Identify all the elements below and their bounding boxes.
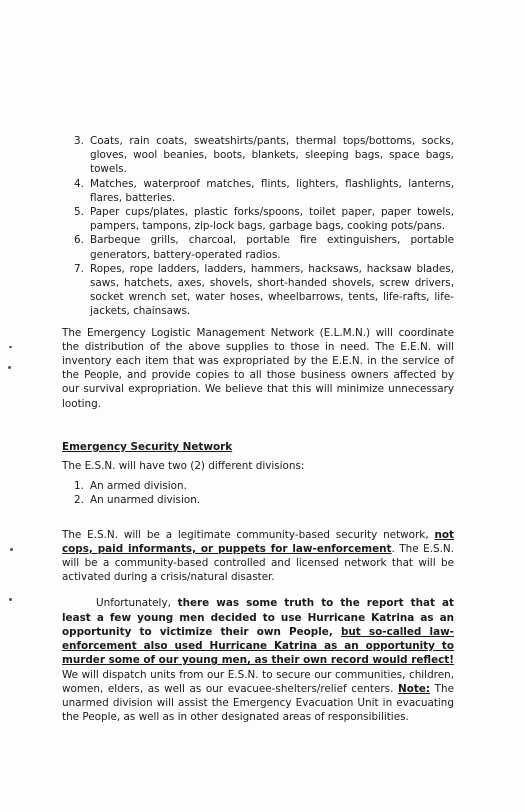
list-item — [74, 205, 454, 233]
legitimacy-paragraph — [62, 528, 454, 585]
list-item — [74, 493, 454, 507]
paragraph-text: Unfortunately, — [96, 597, 178, 610]
list-number: 7. — [74, 262, 84, 275]
elmn-paragraph: The Emergency Logistic Management Network (E.L.M.N.) will coordinate the distribution of the above supplies to those in need. The E.E.N. will inventory each item that was expropriated by the E.E.N. in the service of the People, and provide copies to all those business owners affected by our survival expropriation. We believe that this will minimize unnecessary looting. — [62, 326, 454, 410]
list-item-text: Ropes, rope ladders, ladders, hammers, hacksaws, hacksaw blades, saws, hatchets, axes, shovels, short-handed shovels, screw drivers, socket wrench set, water hoses, wheelbarrows, tents, life-rafts, life-jackets, chainsaws. — [90, 262, 454, 318]
list-item — [74, 479, 454, 493]
list-item — [74, 233, 454, 261]
paragraph-text: . The E.S.N. will be a community-based controlled and licensed network that will be activated during a crisis/natural disaster. — [62, 542, 455, 584]
list-number: 2. — [74, 494, 84, 507]
list-item-text: An armed division. — [90, 480, 187, 493]
paragraph-text: The unarmed division will assist the Emergency Evacuation Unit in evacuating the People, as well as in other designated areas of responsibilities. — [62, 682, 454, 724]
list-item-text: An unarmed division. — [90, 494, 201, 507]
list-item-text: Barbeque grills, charcoal, portable fire extinguishers, portable generators, battery-operated radios. — [90, 234, 454, 261]
emphasis-text: but so-called law-enforcement also used Hurricane Katrina as an opportunity to murder some of our young men, as their own record would reflect! — [62, 625, 455, 667]
unfortunately-paragraph — [62, 596, 454, 724]
list-item-text: Coats, rain coats, sweatshirts/pants, thermal tops/bottoms, socks, gloves, wool beanies, boots, blankets, sleeping bags, space bags, towels. — [90, 135, 454, 176]
scan-speck — [9, 346, 12, 348]
paragraph-text: The E.S.N. will be a legitimate community-based security network, — [62, 528, 435, 541]
list-number: 3. — [74, 135, 84, 147]
section-heading: Emergency Security Network — [62, 440, 233, 453]
paragraph-text: We will dispatch units from our E.S.N. to secure our communities, children, women, elders, as well as our evacuee-shelters/relief centers. — [62, 668, 454, 695]
scan-speck — [8, 366, 11, 369]
list-item — [74, 134, 454, 177]
list-number: 1. — [74, 480, 84, 493]
list-number: 4. — [74, 177, 84, 190]
esn-intro-paragraph: The E.S.N. will have two (2) different divisions: — [62, 460, 305, 473]
list-item — [74, 262, 454, 319]
list-item-text: Paper cups/plates, plastic forks/spoons, toilet paper, paper towels, pampers, tampons, zip-lock bags, garbage bags, cooking pots/pans. — [90, 206, 454, 233]
list-number: 6. — [74, 234, 84, 247]
division-list — [62, 479, 454, 507]
list-item-text: Matches, waterproof matches, flints, lighters, flashlights, lanterns, flares, batteries. — [90, 177, 454, 204]
scan-speck — [10, 548, 13, 551]
supply-list — [62, 134, 454, 319]
list-item — [74, 177, 454, 205]
list-number: 5. — [74, 206, 84, 219]
note-label: Note: — [398, 682, 431, 695]
document-body — [62, 134, 454, 724]
emphasis-text: not cops, paid informants, or puppets for law-enforcement — [62, 528, 454, 555]
scan-speck — [9, 598, 12, 601]
bold-text: there was some truth to the report that at least a few young men decided to use Hurricane Katrina as an opportunity to victimize their own People, — [62, 597, 455, 638]
